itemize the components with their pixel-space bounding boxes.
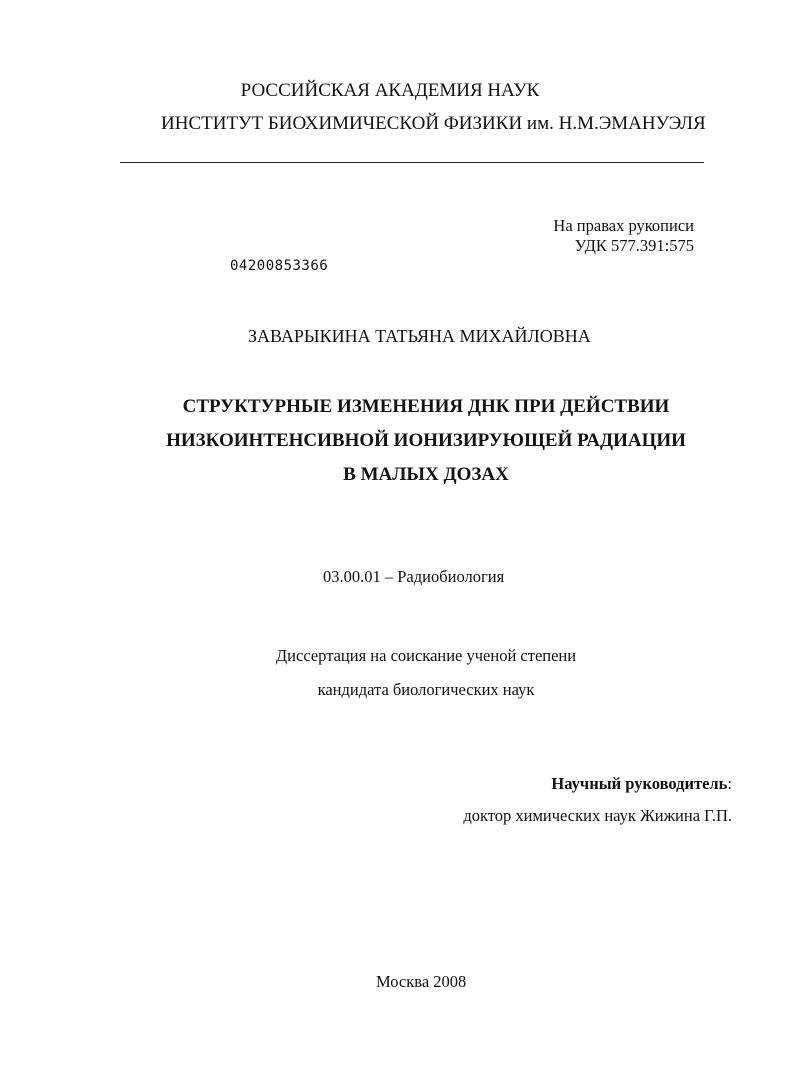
advisor-label-colon: :: [727, 774, 732, 793]
degree-line-1: Диссертация на соискание ученой степени: [275, 646, 577, 665]
degree-line-2: кандидата биологических наук: [317, 680, 535, 699]
advisor-label: [551, 774, 732, 794]
manuscript-rights-block: [553, 216, 694, 256]
city-year: Москва 2008: [376, 972, 467, 991]
manuscript-rights: На правах рукописи: [553, 216, 694, 235]
organization-academy: РОССИЙСКАЯ АКАДЕМИЯ НАУК: [240, 80, 540, 101]
dissertation-title: [0, 390, 792, 492]
advisor-label-text: Научный руководитель: [551, 774, 728, 793]
title-line-2: НИЗКОИНТЕНСИВНОЙ ИОНИЗИРУЮЩЕЙ РАДИАЦИИ: [166, 430, 686, 451]
degree-statement: [0, 639, 792, 707]
title-line-1: СТРУКТУРНЫЕ ИЗМЕНЕНИЯ ДНК ПРИ ДЕЙСТВИИ: [182, 396, 670, 417]
specialty-code: 03.00.01 – Радиобиология: [323, 567, 505, 586]
header-divider: [120, 162, 704, 163]
author-name: ЗАВАРЫКИНА ТАТЬЯНА МИХАЙЛОВНА: [248, 326, 591, 346]
organization-institute: ИНСТИТУТ БИОХИМИЧЕСКОЙ ФИЗИКИ им. Н.М.ЭМАНУЭЛЯ: [161, 113, 706, 134]
udc-code: УДК 577.391:575: [574, 236, 694, 255]
advisor-name: доктор химических наук Жижина Г.П.: [463, 806, 732, 825]
stamp-number: 04200853366: [230, 258, 329, 274]
title-line-3: В МАЛЫХ ДОЗАХ: [343, 464, 509, 485]
